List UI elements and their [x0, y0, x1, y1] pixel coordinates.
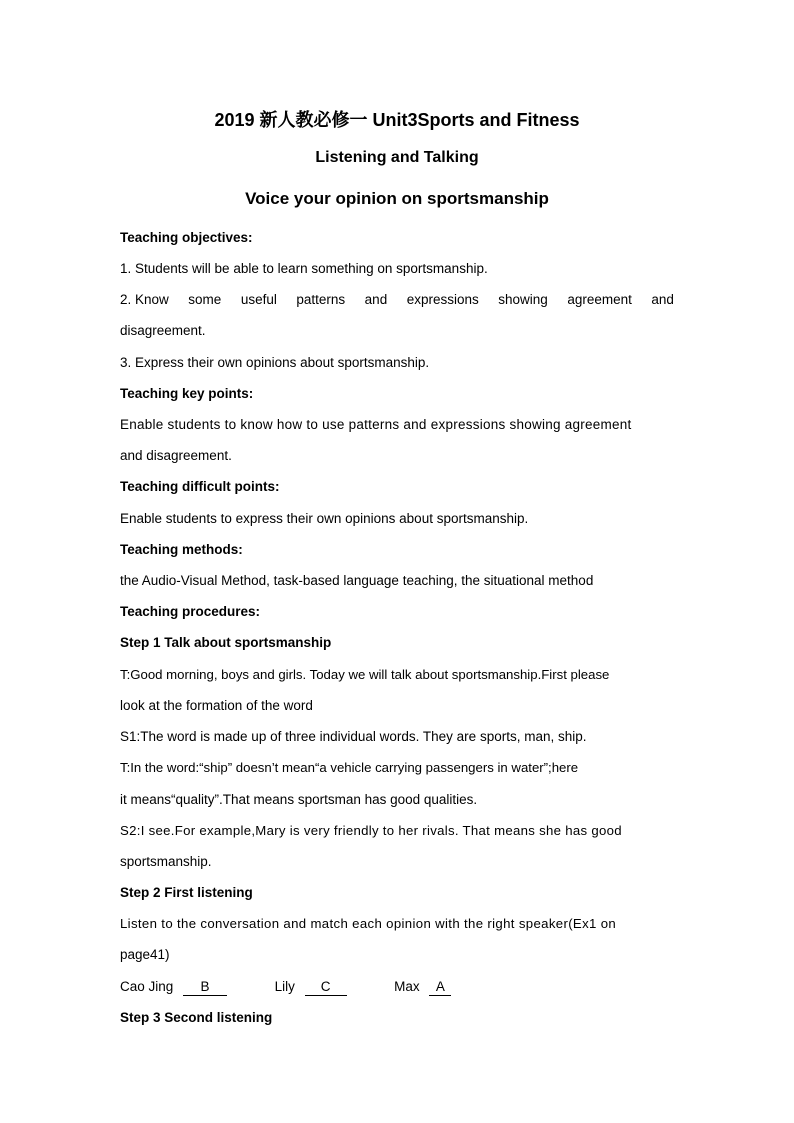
objective-item-2	[120, 290, 674, 310]
objective-item-2-word: and	[364, 292, 388, 307]
step1-teacher2-line-1: T:In the word:“ship” doesn’t mean“a vehicle carrying passengers in water”;here	[120, 760, 579, 775]
objective-item-2-word: some	[188, 292, 222, 307]
step2-instruction-line-2: page41)	[120, 947, 170, 962]
answer-name: Max	[394, 979, 420, 994]
answer-blank: A	[429, 979, 451, 996]
difficult-points-text: Enable students to express their own opinions about sportsmanship.	[120, 511, 529, 526]
step2-answer-row	[120, 977, 674, 997]
objective-item-2-word: useful	[240, 292, 277, 307]
key-points-line-2: and disagreement.	[120, 448, 232, 463]
objective-item-2-word: showing	[498, 292, 548, 307]
step1-student1-line: S1:The word is made up of three individual words. They are sports, man, ship.	[120, 729, 587, 744]
document-title: 2019 新人教必修一 Unit3Sports and Fitness	[214, 110, 580, 130]
answer-name: Cao Jing	[120, 979, 174, 994]
objective-item-3: 3. Express their own opinions about sportsmanship.	[120, 355, 430, 370]
step1-teacher-line-1: T:Good morning, boys and girls. Today we will talk about sportsmanship.First please	[120, 667, 610, 682]
objective-item-2-word: 2. Know	[120, 292, 169, 307]
step1-student2-line-2: sportsmanship.	[120, 854, 212, 869]
document-topic: Voice your opinion on sportsmanship	[245, 189, 549, 208]
objective-item-2-word: patterns	[296, 292, 346, 307]
answer-name: Lily	[274, 979, 295, 994]
answer-blank: B	[183, 979, 227, 996]
objectives-heading: Teaching objectives:	[120, 230, 253, 245]
objective-item-2-continuation: disagreement.	[120, 323, 206, 338]
objective-item-2-word: agreement	[567, 292, 632, 307]
methods-heading: Teaching methods:	[120, 542, 243, 557]
document-subtitle: Listening and Talking	[315, 149, 479, 166]
procedures-heading: Teaching procedures:	[120, 604, 261, 619]
step2-heading: Step 2 First listening	[120, 885, 253, 900]
methods-text: the Audio-Visual Method, task-based language teaching, the situational method	[120, 573, 594, 588]
step1-teacher2-line-2: it means“quality”.That means sportsman has good qualities.	[120, 792, 478, 807]
objective-item-1: 1. Students will be able to learn something on sportsmanship.	[120, 261, 488, 276]
step2-instruction-line-1: Listen to the conversation and match each opinion with the right speaker(Ex1 on	[120, 916, 617, 931]
step1-heading: Step 1 Talk about sportsmanship	[120, 635, 332, 650]
key-points-line-1: Enable students to know how to use patterns and expressions showing agreement	[120, 417, 632, 432]
difficult-points-heading: Teaching difficult points:	[120, 479, 280, 494]
objective-item-2-word: expressions	[406, 292, 479, 307]
step1-teacher-line-2: look at the formation of the word	[120, 698, 313, 713]
answer-blank: C	[305, 979, 347, 996]
step1-student2-line-1: S2:I see.For example,Mary is very friendly to her rivals. That means she has good	[120, 823, 622, 838]
objective-item-2-word: and	[651, 292, 674, 307]
key-points-heading: Teaching key points:	[120, 386, 254, 401]
step3-heading: Step 3 Second listening	[120, 1010, 273, 1025]
